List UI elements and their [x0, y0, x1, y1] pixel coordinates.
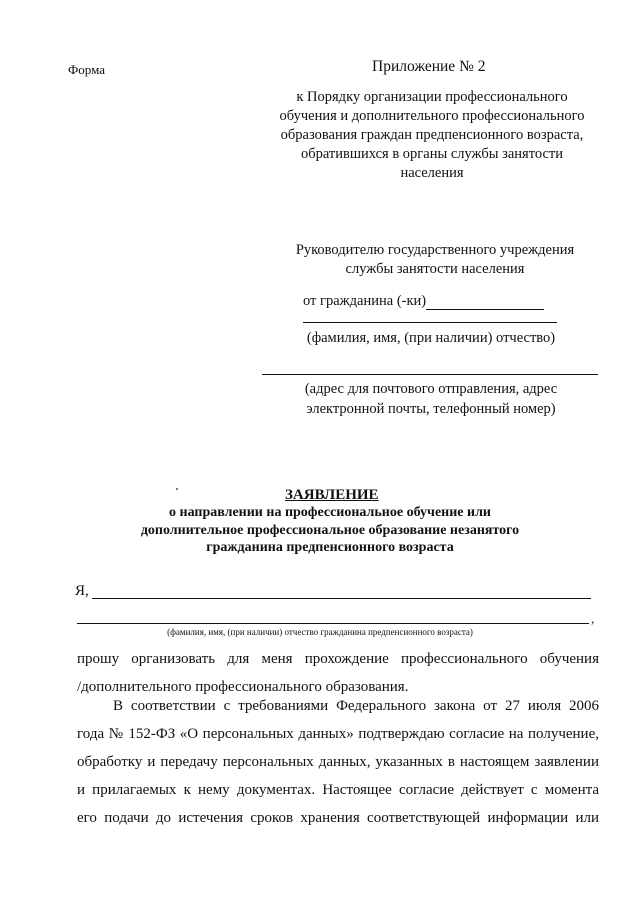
appendix-line: обучения и дополнительного профессионального: [279, 108, 585, 124]
address-underline: [262, 374, 598, 375]
name-second-underline: [77, 623, 589, 624]
address-hint-line: (адрес для почтового отправления, адрес: [304, 381, 558, 397]
statement-subtitle-line: о направлении на профессиональное обучение или: [169, 505, 491, 520]
consent-line: года № 152-ФЗ «О персональных данных» подтверждаю согласие на получение,: [77, 726, 599, 742]
statement-subtitle: [110, 504, 550, 557]
addressee-block: [270, 241, 600, 279]
ya-label: Я,: [75, 583, 89, 599]
consent-line: обработку и передачу персональных данных, указанных в настоящем заявлении: [77, 754, 599, 770]
request-line: прошу организовать для меня прохождение профессионального обучения: [77, 651, 599, 667]
statement-subtitle-line: дополнительное профессиональное образование незанятого: [140, 522, 520, 538]
from-label: от гражданина (-ки): [303, 293, 427, 309]
consent-line: его подачи до истечения сроков хранения соответствующей информации или: [77, 810, 599, 826]
statement-subtitle-line: гражданина предпенсионного возраста: [206, 540, 454, 555]
consent-line: и прилагаемых к нему документах. Настоящее согласие действует с момента: [77, 782, 599, 798]
address-hint: [283, 379, 579, 419]
address-hint-line: электронной почты, телефонный номер): [306, 401, 556, 417]
addressee-line: Руководителю государственного учреждения: [295, 242, 575, 258]
addressee-line: службы занятости населения: [345, 261, 525, 277]
from-citizen-line: [303, 293, 544, 310]
name-hint: (фамилия, имя, (при наличии) отчество): [306, 330, 556, 346]
from-blank: [426, 294, 544, 310]
name-underline: [303, 322, 557, 323]
appendix-line: к Порядку организации профессионального: [296, 89, 568, 105]
consent-line: В соответствии с требованиями Федерального закона от 27 июля 2006: [113, 698, 599, 714]
statement-title: ЗАЯВЛЕНИЕ: [285, 487, 379, 503]
applicant-name-hint: (фамилия, имя, (при наличии) отчество гражданина предпенсионного возраста): [167, 627, 473, 637]
appendix-line: обратившихся в органы службы занятости: [300, 146, 564, 162]
appendix-reference: [262, 88, 602, 183]
appendix-line: образования граждан предпенсионного возраста,: [280, 127, 584, 143]
ya-underline: [92, 598, 591, 599]
request-line: /дополнительного профессионального образования.: [77, 679, 409, 695]
appendix-line: населения: [400, 165, 464, 181]
scan-speck: [176, 488, 178, 490]
line-comma: ,: [591, 611, 595, 626]
appendix-title: Приложение № 2: [372, 58, 486, 75]
form-label: Форма: [68, 62, 105, 77]
consent-paragraph: [77, 692, 599, 832]
